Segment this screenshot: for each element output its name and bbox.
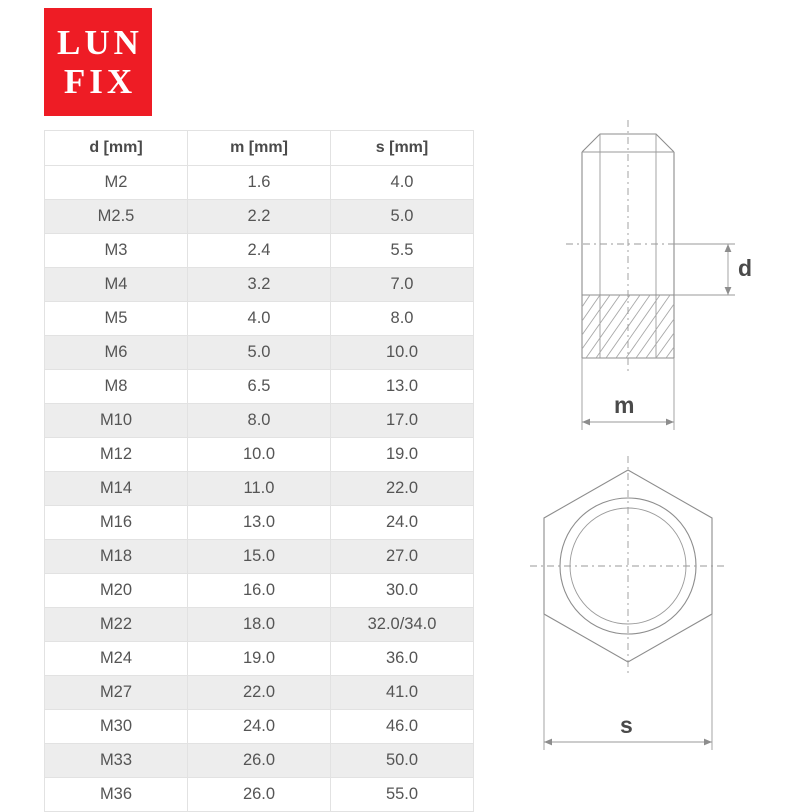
cell-height-m: 8.0: [188, 404, 331, 438]
cell-height-m: 19.0: [188, 642, 331, 676]
cell-height-m: 2.4: [188, 234, 331, 268]
cell-thread-size: M24: [45, 642, 188, 676]
cell-thread-size: M2: [45, 166, 188, 200]
cell-thread-size: M22: [45, 608, 188, 642]
table-row: [45, 268, 474, 302]
cell-height-m: 18.0: [188, 608, 331, 642]
cell-height-m: 6.5: [188, 370, 331, 404]
cell-width-s: 13.0: [331, 370, 474, 404]
logo-line-1: LUN: [57, 22, 143, 62]
cell-width-s: 32.0/34.0: [331, 608, 474, 642]
column-header-s: s [mm]: [331, 131, 474, 166]
cell-width-s: 41.0: [331, 676, 474, 710]
cell-height-m: 26.0: [188, 778, 331, 812]
cell-width-s: 50.0: [331, 744, 474, 778]
cell-thread-size: M3: [45, 234, 188, 268]
cell-width-s: 36.0: [331, 642, 474, 676]
cell-thread-size: M18: [45, 540, 188, 574]
cell-thread-size: M27: [45, 676, 188, 710]
cell-height-m: 1.6: [188, 166, 331, 200]
cell-thread-size: M12: [45, 438, 188, 472]
cell-thread-size: M14: [45, 472, 188, 506]
cell-thread-size: M6: [45, 336, 188, 370]
hex-nut-dimensions-table: [44, 130, 474, 812]
table-row: [45, 778, 474, 812]
cell-height-m: 26.0: [188, 744, 331, 778]
table-row: [45, 404, 474, 438]
table-row: [45, 676, 474, 710]
cell-height-m: 2.2: [188, 200, 331, 234]
table-body: [45, 166, 474, 812]
column-header-m: m [mm]: [188, 131, 331, 166]
cell-width-s: 19.0: [331, 438, 474, 472]
cell-height-m: 4.0: [188, 302, 331, 336]
column-header-d: d [mm]: [45, 131, 188, 166]
dimension-label-m: m: [614, 392, 635, 418]
cell-width-s: 22.0: [331, 472, 474, 506]
cell-width-s: 10.0: [331, 336, 474, 370]
cell-width-s: 17.0: [331, 404, 474, 438]
center-crosshair: [530, 456, 726, 676]
cell-thread-size: M5: [45, 302, 188, 336]
cell-width-s: 27.0: [331, 540, 474, 574]
cell-width-s: 46.0: [331, 710, 474, 744]
table-row: [45, 438, 474, 472]
lunfix-logo: [44, 8, 152, 116]
cell-thread-size: M4: [45, 268, 188, 302]
hex-nut-top-view-drawing: [500, 450, 780, 790]
cell-height-m: 22.0: [188, 676, 331, 710]
cell-width-s: 8.0: [331, 302, 474, 336]
cell-width-s: 5.5: [331, 234, 474, 268]
cell-height-m: 15.0: [188, 540, 331, 574]
table-row: [45, 200, 474, 234]
table-row: [45, 506, 474, 540]
cell-height-m: 24.0: [188, 710, 331, 744]
table-row: [45, 642, 474, 676]
table-row: [45, 710, 474, 744]
table-row: [45, 166, 474, 200]
table-row: [45, 234, 474, 268]
cell-width-s: 30.0: [331, 574, 474, 608]
cell-thread-size: M8: [45, 370, 188, 404]
table-row: [45, 370, 474, 404]
dimension-label-s: s: [620, 712, 633, 738]
dimension-d: [674, 244, 752, 295]
table-row: [45, 574, 474, 608]
cell-thread-size: M16: [45, 506, 188, 540]
cell-height-m: 10.0: [188, 438, 331, 472]
table-row: [45, 744, 474, 778]
table-row: [45, 540, 474, 574]
cell-width-s: 5.0: [331, 200, 474, 234]
cell-thread-size: M20: [45, 574, 188, 608]
cell-height-m: 5.0: [188, 336, 331, 370]
table-header-row: [45, 131, 474, 166]
table-header: [45, 131, 474, 166]
cell-thread-size: M33: [45, 744, 188, 778]
cell-thread-size: M2.5: [45, 200, 188, 234]
table-row: [45, 608, 474, 642]
cell-thread-size: M30: [45, 710, 188, 744]
dimension-m: [582, 358, 674, 430]
cell-height-m: 3.2: [188, 268, 331, 302]
cell-height-m: 13.0: [188, 506, 331, 540]
cell-thread-size: M36: [45, 778, 188, 812]
cell-thread-size: M10: [45, 404, 188, 438]
table-row: [45, 336, 474, 370]
cell-width-s: 7.0: [331, 268, 474, 302]
cell-width-s: 55.0: [331, 778, 474, 812]
logo-line-2: FIX: [63, 62, 137, 101]
table-row: [45, 302, 474, 336]
cell-width-s: 4.0: [331, 166, 474, 200]
hex-nut-side-view-drawing: [500, 110, 780, 450]
cell-height-m: 11.0: [188, 472, 331, 506]
dimension-label-d: d: [738, 255, 753, 281]
cell-height-m: 16.0: [188, 574, 331, 608]
cell-width-s: 24.0: [331, 506, 474, 540]
table-row: [45, 472, 474, 506]
